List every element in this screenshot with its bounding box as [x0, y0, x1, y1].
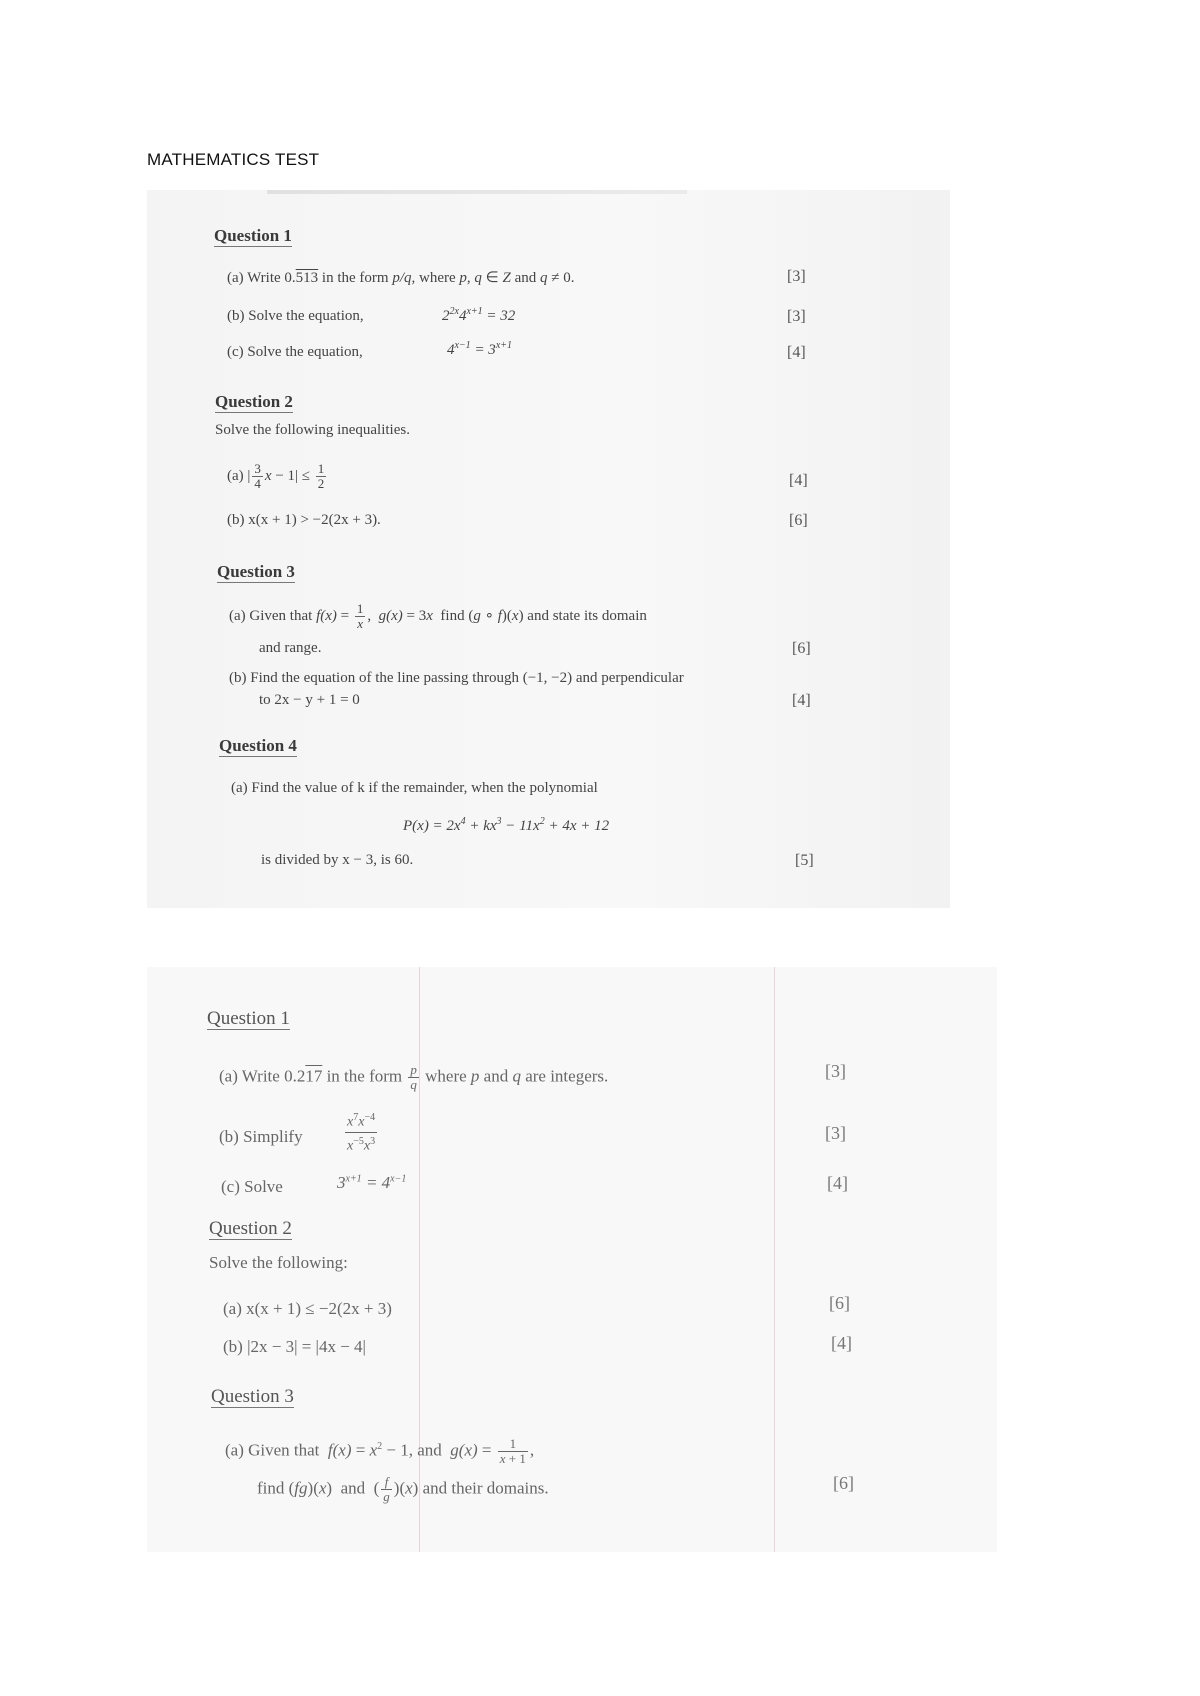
s1-q3b-marks: [4] — [792, 692, 811, 709]
s1-q4a-poly: $P(x) = 2x^4 + kx^3 - 11x^2 + 4x + 12$ — [403, 816, 610, 834]
s2-q1b-expr: $\frac{x^7x^{-4}}{x^{-5}x^3}$ — [343, 1109, 379, 1155]
s2-q2-intro: Solve the following: — [209, 1253, 348, 1272]
s1-q1b-marks: [3] — [787, 308, 806, 325]
s2-q3a-line1: (a) Given that $f(x) = x^2 - 1$, and g(x) = $\frac{1}{x + 1}$ , — [225, 1436, 535, 1466]
s1-q1c-marks: [4] — [787, 344, 806, 361]
s1-q3b-line2: to 2x − y + 1 = 0 — [259, 692, 360, 708]
margin-line — [774, 967, 775, 1552]
scanned-page-2 — [147, 967, 997, 1552]
s1-q3a-line2: and range. — [259, 640, 322, 656]
s2-q2b-text: (b) |2x − 3| = |4x − 4| — [223, 1337, 366, 1356]
s1-q2-heading: Question 2 — [215, 392, 293, 411]
s2-q3a-marks: [6] — [833, 1473, 854, 1493]
s1-q1b-expr: $2^{2x}4^{x+1} = 32$ — [442, 306, 516, 324]
s1-q2b-marks: [6] — [789, 512, 808, 529]
s1-q4a-line1: (a) Find the value of k if the remainder, when the polynomial — [231, 780, 598, 796]
s1-q3a-line1: (a) Given that f(x) = $\frac{1}{x}$ , g(x) = 3x find (g ∘ f)(x) and state its domain — [229, 601, 647, 631]
s1-q2b-text: (b) x(x + 1) > −2(2x + 3). — [227, 512, 381, 528]
s2-q1b-label: (b) Simplify — [219, 1127, 303, 1146]
s1-q1-heading: Question 1 — [214, 226, 292, 245]
s1-q2a-marks: [4] — [789, 472, 808, 489]
s2-q2-heading: Question 2 — [209, 1218, 292, 1239]
s2-q1a-text: (a) Write 0.217 in the form $\frac{p}{q}$ where p and q are integers. — [219, 1062, 609, 1092]
s2-q3-heading: Question 3 — [211, 1386, 294, 1407]
s2-q1c-marks: [4] — [827, 1173, 848, 1193]
s1-q2-intro: Solve the following inequalities. — [215, 422, 410, 438]
s2-q1b-marks: [3] — [825, 1123, 846, 1143]
s1-q3b-line1: (b) Find the equation of the line passing through (−1, −2) and perpendicular — [229, 670, 684, 686]
s2-q1-heading: Question 1 — [207, 1008, 290, 1029]
s2-q1a-marks: [3] — [825, 1061, 846, 1081]
s2-q1c-label: (c) Solve — [221, 1177, 283, 1196]
s2-q2a-text: (a) x(x + 1) ≤ −2(2x + 3) — [223, 1299, 392, 1318]
s2-q1c-expr: $3^{x+1} = 4^{x-1}$ — [337, 1173, 407, 1192]
s1-q1c-label: (c) Solve the equation, — [227, 344, 363, 360]
s2-q3a-line2: find (fg)(x) and ( $\frac{f}{g}$ )(x) and their domains. — [257, 1474, 549, 1504]
s1-q4a-line3: is divided by x − 3, is 60. — [261, 852, 414, 868]
s2-q2b-marks: [4] — [831, 1333, 852, 1353]
s1-q3a-marks: [6] — [792, 640, 811, 657]
s1-q4-heading: Question 4 — [219, 736, 297, 755]
document-title: MATHEMATICS TEST — [147, 150, 320, 169]
s1-q1c-expr: $4^{x-1} = 3^{x+1}$ — [447, 340, 512, 358]
cropped-line-artifact — [267, 190, 687, 194]
s1-q2a-expr: (a) | $\frac{3}{4}$ x − 1| ≤ $\frac{1}{2}$ — [227, 461, 325, 491]
s1-q1b-label: (b) Solve the equation, — [227, 308, 364, 324]
scanned-page-1 — [147, 190, 950, 908]
s1-q1a-marks: [3] — [787, 268, 806, 285]
s2-q2a-marks: [6] — [829, 1293, 850, 1313]
s1-q1a-text: (a) Write 0.513 in the form p/q, where p, q ∈ Z and q ≠ 0. — [227, 270, 575, 286]
s1-q3-heading: Question 3 — [217, 562, 295, 581]
s1-q4a-marks: [5] — [795, 852, 814, 869]
